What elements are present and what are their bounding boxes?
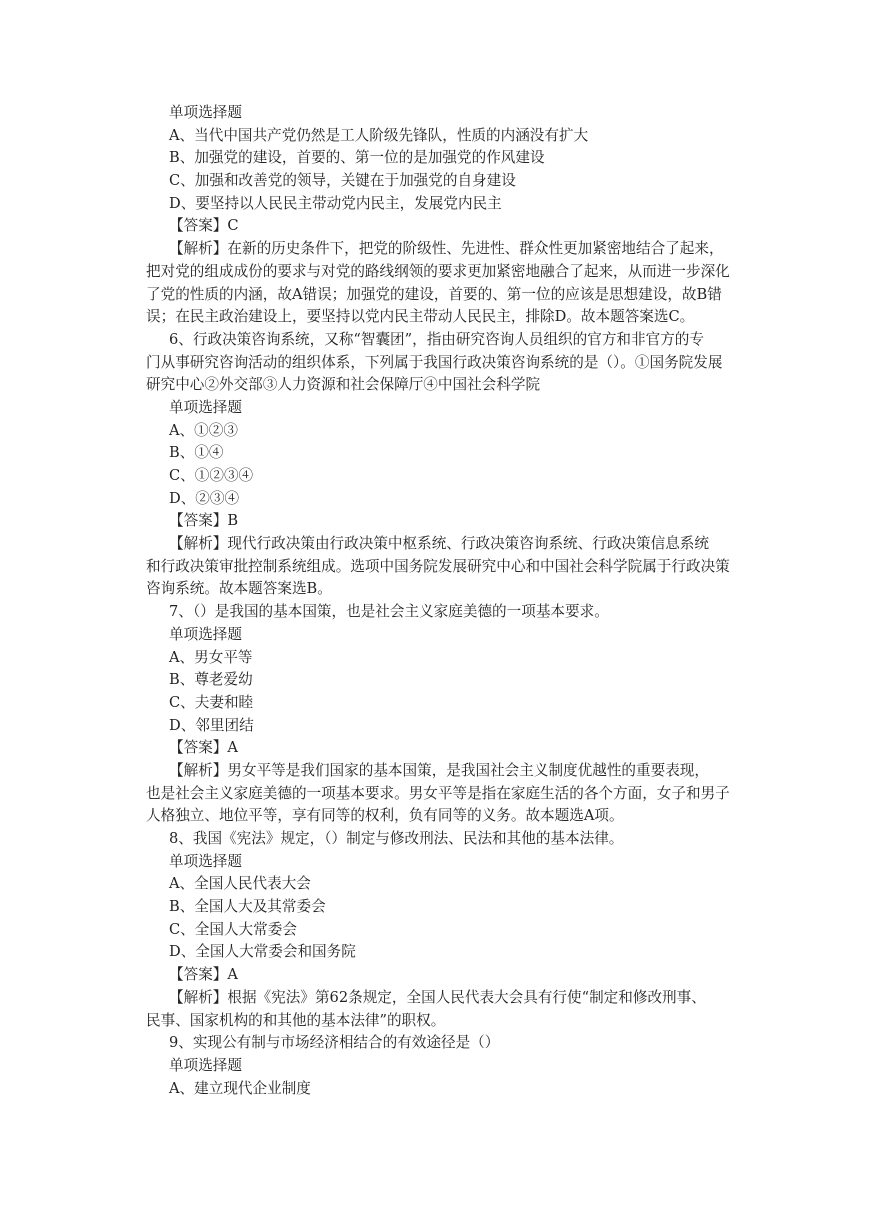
option: D、全国人大常委会和国务院 bbox=[169, 943, 356, 961]
option: A、当代中国共产党仍然是工人阶级先锋队，性质的内涵没有扩大 bbox=[169, 126, 589, 144]
analysis-line: 【解析】根据《宪法》第62条规定，全国人民代表大会具有行使“制定和修改刑事、 bbox=[169, 988, 706, 1006]
option: A、建立现代企业制度 bbox=[169, 1079, 311, 1097]
option: B、尊老爱幼 bbox=[169, 671, 253, 689]
analysis-line: 也是社会主义家庭美德的一项基本要求。男女平等是指在家庭生活的各个方面，女子和男子 bbox=[146, 784, 730, 802]
question-stem: 9、实现公有制与市场经济相结合的有效途径是（） bbox=[169, 1034, 500, 1052]
option: B、加强党的建设，首要的、第一位的是加强党的作风建设 bbox=[169, 149, 545, 167]
analysis-line: 误；在民主政治建设上，要坚持以党内民主带动人民民主，排除D。故本题答案选C。 bbox=[146, 308, 695, 326]
analysis-line: 民事、国家机构的和其他的基本法律”的职权。 bbox=[146, 1011, 446, 1029]
question-stem: 门从事研究咨询活动的组织体系，下列属于我国行政决策咨询系统的是（）。①国务院发展 bbox=[146, 353, 723, 371]
question-type: 单项选择题 bbox=[169, 398, 242, 416]
answer: 【答案】A bbox=[169, 966, 238, 984]
option: C、全国人大常委会 bbox=[169, 920, 297, 938]
option: D、要坚持以人民民主带动党内民主，发展党内民主 bbox=[169, 194, 502, 212]
question-stem: 7、（）是我国的基本国策，也是社会主义家庭美德的一项基本要求。 bbox=[169, 603, 609, 621]
option: D、②③④ bbox=[169, 489, 240, 507]
answer: 【答案】C bbox=[169, 217, 239, 235]
analysis-line: 【解析】现代行政决策由行政决策中枢系统、行政决策咨询系统、行政决策信息系统 bbox=[169, 535, 709, 553]
question-stem: 8、我国《宪法》规定，（）制定与修改刑法、民法和其他的基本法律。 bbox=[169, 830, 624, 847]
option: B、①④ bbox=[169, 444, 224, 462]
analysis-line: 和行政决策审批控制系统组成。选项中国务院发展研究中心和中国社会科学院属于行政决策 bbox=[146, 557, 730, 575]
option: C、①②③④ bbox=[169, 467, 254, 484]
option: D、邻里团结 bbox=[169, 716, 254, 734]
question-stem: 6、行政决策咨询系统，又称“智囊团”，指由研究咨询人员组织的官方和非官方的专 bbox=[169, 330, 704, 348]
answer: 【答案】A bbox=[169, 739, 238, 757]
question-type: 单项选择题 bbox=[169, 104, 242, 121]
option: A、男女平等 bbox=[169, 648, 253, 666]
answer: 【答案】B bbox=[169, 512, 239, 530]
question-type: 单项选择题 bbox=[169, 852, 242, 870]
option: B、全国人大及其常委会 bbox=[169, 898, 326, 916]
option: C、加强和改善党的领导，关键在于加强党的自身建设 bbox=[169, 172, 516, 190]
analysis-line: 了党的性质的内涵，故A错误；加强党的建设，首要的、第一位的应该是思想建设，故B错 bbox=[146, 285, 722, 303]
analysis-line: 人格独立、地位平等，享有同等的权利，负有同等的义务。故本题选A项。 bbox=[146, 807, 624, 825]
option: C、夫妻和睦 bbox=[169, 693, 254, 711]
analysis-line: 【解析】在新的历史条件下，把党的阶级性、先进性、群众性更加紧密地结合了起来， bbox=[169, 240, 724, 258]
analysis-line: 把对党的组成成份的要求与对党的路线纲领的要求更加紧密地融合了起来，从而进一步深化 bbox=[146, 262, 730, 280]
analysis-line: 【解析】男女平等是我们国家的基本国策，是我国社会主义制度优越性的重要表现， bbox=[169, 761, 709, 779]
document-page bbox=[146, 102, 738, 1100]
option: A、全国人民代表大会 bbox=[169, 875, 311, 893]
question-type: 单项选择题 bbox=[169, 1056, 242, 1074]
analysis-line: 咨询系统。故本题答案选B。 bbox=[146, 580, 332, 598]
option: A、①②③ bbox=[169, 421, 238, 439]
question-type: 单项选择题 bbox=[169, 625, 242, 643]
question-stem: 研究中心②外交部③人力资源和社会保障厅④中国社会科学院 bbox=[146, 376, 541, 394]
